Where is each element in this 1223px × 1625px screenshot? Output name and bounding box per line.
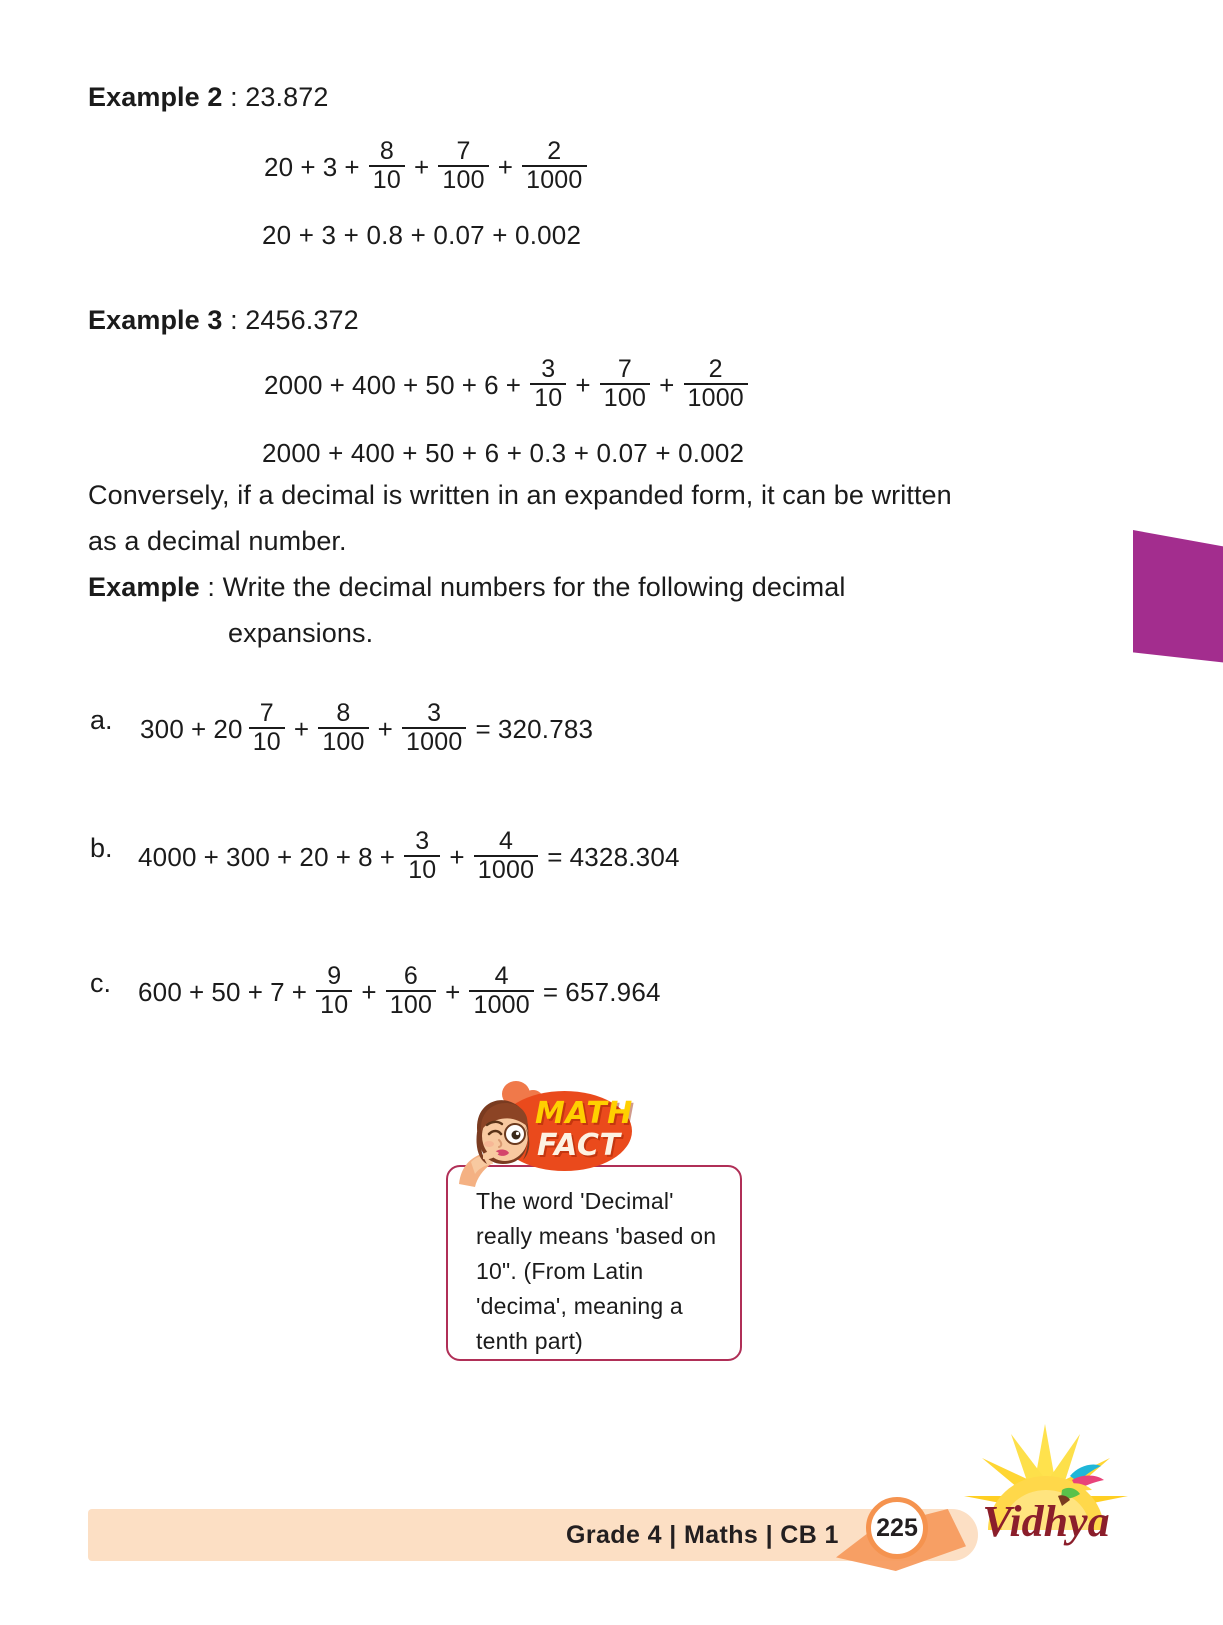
conversely-line-1: Conversely, if a decimal is written in an expanded form, it can be written <box>88 480 952 510</box>
operator: + <box>414 151 430 182</box>
operator: + <box>203 841 220 872</box>
example-3-heading <box>88 305 359 336</box>
example-2-heading <box>88 82 328 113</box>
fraction-denominator: 1000 <box>406 728 463 756</box>
operator: + <box>291 976 308 1007</box>
fraction-numerator: 2 <box>547 137 562 165</box>
fraction-numerator: 8 <box>379 137 394 165</box>
operator: + <box>277 841 293 872</box>
term: 50 <box>425 369 455 400</box>
fraction-denominator: 10 <box>408 856 437 884</box>
fraction-denominator: 100 <box>603 384 647 412</box>
fraction-numerator: 6 <box>403 962 418 990</box>
fraction-numerator: 4 <box>498 827 514 855</box>
term: 300 <box>140 713 184 744</box>
fraction <box>386 964 436 1018</box>
vidhya-wordmark: Vidhya <box>982 1497 1110 1546</box>
term: 6 <box>484 369 499 400</box>
fraction <box>438 139 488 193</box>
expanded-decimal-text: 2000 + 400 + 50 + 6 + 0.3 + 0.07 + 0.002 <box>262 438 745 468</box>
conversely-line-2: as a decimal number. <box>88 526 347 556</box>
fraction <box>404 829 440 883</box>
operator: + <box>461 369 478 400</box>
fraction-denominator: 100 <box>442 166 485 194</box>
vidhya-logo <box>958 1418 1133 1573</box>
operator: + <box>379 841 396 872</box>
term: 50 <box>211 976 241 1007</box>
fraction-numerator: 7 <box>456 137 471 165</box>
term: 400 <box>352 369 397 400</box>
term: 20 <box>299 841 329 872</box>
fraction-denominator: 1000 <box>473 991 530 1019</box>
fraction-denominator: 100 <box>322 728 365 756</box>
example-prompt-text: Write the decimal numbers for the following decimal <box>222 572 846 602</box>
question-c-expression <box>136 962 663 1019</box>
example-3-expanded-fraction <box>262 355 752 412</box>
fraction-numerator: 3 <box>415 827 430 855</box>
example-3-value: 2456.372 <box>245 305 359 335</box>
term: 4000 <box>138 841 197 872</box>
term: 3 <box>322 151 338 182</box>
thinking-girl-illustration <box>447 1092 547 1187</box>
operator: + <box>497 151 514 182</box>
fraction-denominator: 1000 <box>526 166 583 194</box>
term: 20 <box>264 151 294 182</box>
example-prompt-label: Example <box>88 572 200 602</box>
term: 20 <box>213 713 243 744</box>
question-a-answer: 320.783 <box>497 713 594 744</box>
fraction-denominator: 100 <box>389 991 433 1019</box>
page-number-badge <box>866 1497 928 1559</box>
fraction <box>474 829 538 883</box>
fraction <box>318 701 368 755</box>
example-3-label: Example 3 <box>88 305 223 335</box>
operator: + <box>505 369 522 400</box>
equals-sign: = <box>475 713 491 744</box>
equals-sign: = <box>547 841 563 872</box>
question-b-letter: b. <box>90 833 113 863</box>
example-2-expanded-fraction <box>262 137 591 194</box>
example-2-label: Example 2 <box>88 82 223 112</box>
operator: + <box>293 713 310 744</box>
example-3-colon: : <box>222 305 246 335</box>
fraction-numerator: 2 <box>708 355 723 383</box>
example-2-value: 23.872 <box>245 82 329 112</box>
operator: + <box>329 369 346 400</box>
operator: + <box>449 841 465 872</box>
fraction <box>369 139 405 193</box>
example-2-colon: : <box>222 82 246 112</box>
fraction-numerator: 3 <box>427 699 442 727</box>
fraction-denominator: 10 <box>320 991 349 1019</box>
fraction <box>402 701 466 755</box>
fraction <box>469 964 533 1018</box>
fraction-denominator: 10 <box>372 166 401 194</box>
question-b-expression <box>136 827 682 884</box>
fraction-numerator: 8 <box>336 699 351 727</box>
footer-label: Grade 4 | Maths | CB 1 <box>566 1521 839 1549</box>
term: 8 <box>358 841 373 872</box>
example-prompt <box>88 564 1118 610</box>
fraction-numerator: 3 <box>541 355 556 383</box>
operator: + <box>445 976 461 1007</box>
fraction-numerator: 9 <box>327 962 342 990</box>
term: 7 <box>270 976 285 1007</box>
example-prompt-cont-text: expansions. <box>228 618 374 648</box>
operator: + <box>659 369 675 400</box>
fraction <box>249 701 285 755</box>
operator: + <box>188 976 205 1007</box>
operator: + <box>403 369 419 400</box>
operator: + <box>575 369 591 400</box>
fraction-denominator: 10 <box>534 384 563 412</box>
expanded-decimal-text: 20 + 3 + 0.8 + 0.07 + 0.002 <box>262 220 582 250</box>
term: 2000 <box>264 369 323 400</box>
page-number: 225 <box>876 1513 918 1542</box>
operator: + <box>335 841 352 872</box>
conversely-paragraph <box>88 472 1118 564</box>
example-2-expanded-decimal <box>262 220 581 251</box>
page-edge-tab <box>1133 530 1223 663</box>
operator: + <box>344 151 360 182</box>
math-fact-text: The word 'Decimal' really means 'based on 10". (From Latin 'decima', meaning a tenth part) <box>476 1188 717 1354</box>
question-a-letter: a. <box>90 705 113 735</box>
fraction <box>522 139 586 193</box>
term: 600 <box>138 976 182 1007</box>
operator: + <box>377 713 394 744</box>
fraction-denominator: 1000 <box>477 856 535 884</box>
operator: + <box>247 976 264 1007</box>
fraction <box>316 964 352 1018</box>
example-prompt-continued <box>228 610 373 656</box>
fraction-numerator: 7 <box>617 355 632 383</box>
operator: + <box>190 713 207 744</box>
operator: + <box>300 151 316 182</box>
fraction-numerator: 7 <box>259 699 274 727</box>
question-b-answer: 4328.304 <box>569 841 680 872</box>
example-3-expanded-decimal <box>262 438 744 469</box>
fraction <box>600 357 650 411</box>
fraction-numerator: 4 <box>494 962 509 990</box>
fraction-denominator: 10 <box>252 728 281 756</box>
fraction-denominator: 1000 <box>687 384 744 412</box>
example-prompt-colon: : <box>199 572 223 602</box>
term: 300 <box>226 841 271 872</box>
question-a-expression <box>138 699 595 756</box>
math-fact-badge-line-2: FACT <box>537 1128 621 1163</box>
fraction <box>530 357 566 411</box>
operator: + <box>361 976 377 1007</box>
equals-sign: = <box>542 976 559 1007</box>
question-c-letter: c. <box>90 968 112 998</box>
math-fact-badge-line-1: MATH <box>535 1096 633 1131</box>
fraction <box>684 357 748 411</box>
question-c-answer: 657.964 <box>565 976 661 1007</box>
